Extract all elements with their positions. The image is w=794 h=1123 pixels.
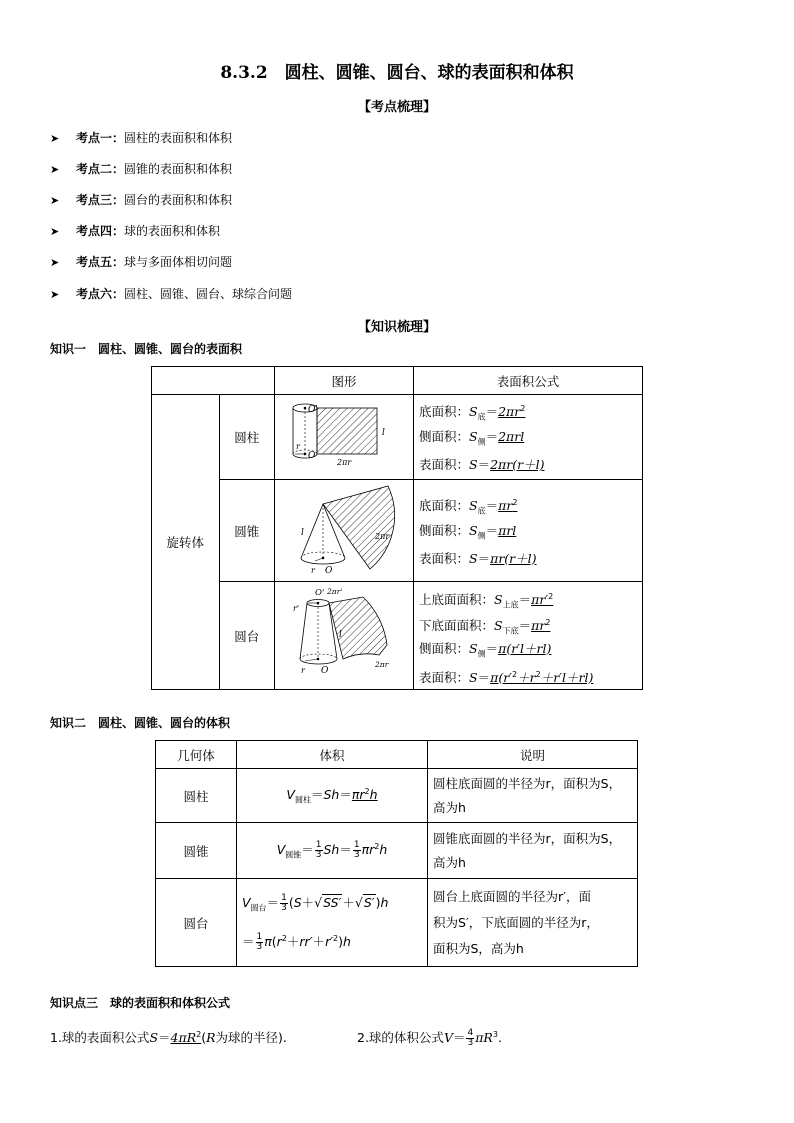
group-rotation-body: 旋转体	[152, 395, 220, 690]
cone-lateral-area: 侧面积：$S_侧=\pi rl$	[419, 522, 517, 540]
frustum-label-o: O	[321, 665, 329, 676]
cone-figure-cell	[275, 480, 414, 582]
kaodian-item	[50, 160, 232, 178]
arrow-bullet-icon: ➤	[50, 225, 60, 238]
frustum-bottom-area: 下底面面积：$S_{下底}=\pi r^2$	[419, 617, 551, 636]
frustum-net-figure	[275, 583, 413, 689]
knowledge-two-heading: 知识二 圆柱、圆锥、圆台的体积	[50, 716, 231, 730]
surface-area-table	[151, 366, 643, 690]
cone-total-area: 表面积：S＝πr(r＋l)	[419, 550, 537, 566]
cyl-label-r: r	[296, 442, 300, 451]
vol-cone-name: 圆锥	[156, 823, 237, 879]
cylinder-formulas	[414, 395, 643, 480]
arrow-bullet-icon: ➤	[50, 256, 60, 269]
arrow-bullet-icon: ➤	[50, 132, 60, 145]
cyl-label-otop: O'	[308, 405, 318, 415]
arrow-bullet-icon: ➤	[50, 288, 60, 301]
cylinder-figure-cell	[275, 395, 414, 480]
kaodian-item	[50, 285, 292, 303]
vol-header-desc: 说明	[428, 741, 638, 769]
vol-cylinder-desc: 圆柱底面圆的半径为r，面积为S， 高为h	[428, 769, 638, 823]
frustum-lateral-band	[329, 597, 387, 659]
cone-base-area: 底面积：$S_底=\pi r^2$	[419, 497, 518, 516]
cyl-label-arc: 2πr	[337, 458, 352, 467]
frustum-label-l: l	[339, 629, 342, 640]
vol-cone-formula: $V_{圆锥}=$ $\frac{1}{3}$ Sh＝ $\frac{1}{3}$ $\pi r^2h$	[237, 823, 428, 879]
kaodian-text: 圆柱、圆锥、圆台、球综合问题	[124, 287, 293, 301]
frustum-top-area: 上底面面积：$S_{上底}=\pi r'^2$	[419, 591, 554, 610]
cone-lateral-sector	[323, 486, 395, 569]
kaodian-label: 考点二：	[76, 162, 125, 176]
cylinder-name: 圆柱	[219, 395, 274, 480]
header-formula: 表面积公式	[414, 367, 643, 395]
cone-label-r: r	[311, 565, 315, 575]
header-blank	[152, 367, 275, 395]
arrow-bullet-icon: ➤	[50, 194, 60, 207]
page-title: 8.3.2 圆柱、圆锥、圆台、球的表面积和体积	[220, 63, 574, 83]
kaodian-text: 圆柱的表面积和体积	[124, 131, 233, 145]
frustum-label-otop: O'	[315, 587, 325, 598]
cone-name: 圆锥	[219, 480, 274, 582]
cyl-label-l: l	[382, 428, 385, 438]
arrow-bullet-icon: ➤	[50, 163, 60, 176]
vol-cylinder-name: 圆柱	[156, 769, 237, 823]
frustum-formulas	[414, 582, 643, 690]
cyl-label-obot: O	[308, 451, 316, 461]
volume-table	[155, 740, 638, 967]
kaodian-text: 球的表面积和体积	[124, 224, 221, 238]
frustum-name: 圆台	[219, 582, 274, 690]
sphere-surface-formula: 1.球的表面积公式$S=4\pi R^2(R$为球的半径).	[50, 1029, 287, 1045]
kaodian-item	[50, 129, 232, 147]
kaodian-text: 圆台的表面积和体积	[124, 193, 233, 207]
frustum-label-arc: 2πr	[375, 659, 389, 669]
cylinder-lateral-rect	[317, 408, 377, 454]
sphere-volume-formula: 2.球的体积公式V＝ $\frac{4}{3}$ $\pi R^3$.	[357, 1028, 502, 1048]
frustum-total-area: 表面积：$S=\pi(r'^2+r^2+r'l+rl)$	[419, 669, 594, 685]
vol-frustum-desc: 圆台上底面圆的半径为r′，面 积为S′，下底面圆的半径为r， 面积为S，高为h	[428, 879, 638, 967]
cone-formulas	[414, 480, 643, 582]
vol-cylinder-formula: $V_{圆柱}=Sh=\pi r^2h$	[237, 769, 428, 823]
kaodian-label: 考点五：	[76, 255, 125, 269]
knowledge-one-heading: 知识一 圆柱、圆锥、圆台的表面积	[50, 342, 243, 356]
vol-cone-desc: 圆锥底面圆的半径为r，面积为S， 高为h	[428, 823, 638, 879]
header-figure: 图形	[275, 367, 414, 395]
frustum-label-arctop: 2πr'	[327, 586, 343, 596]
zhishi-heading: 【知识梳理】	[357, 320, 436, 335]
knowledge-three-heading: 知识点三 球的表面积和体积公式	[50, 996, 231, 1010]
frustum-figure-cell	[275, 582, 414, 690]
kaodian-item	[50, 253, 232, 271]
frustum-lateral-area: 侧面积：$S_侧=\pi(r'l+rl)$	[419, 640, 552, 658]
kaodian-label: 考点一：	[76, 131, 125, 145]
vol-frustum-name: 圆台	[156, 879, 237, 967]
kaodian-label: 考点三：	[76, 193, 125, 207]
cylinder-base-area: 底面积：$S_底=2\pi r^2$	[419, 404, 526, 422]
vol-header-volume: 体积	[237, 741, 428, 769]
kaodian-label: 考点四：	[76, 224, 125, 238]
cone-label-l: l	[301, 527, 304, 538]
frustum-label-rtop: r'	[293, 603, 300, 613]
cone-label-arc: 2πr	[375, 531, 390, 541]
cone-net-figure	[275, 481, 413, 581]
cylinder-total-area: 表面积：S＝2πr(r＋l)	[419, 457, 545, 472]
kaodian-heading: 【考点梳理】	[357, 100, 436, 115]
frustum-label-r: r	[301, 665, 305, 675]
cylinder-net-figure	[275, 395, 413, 479]
cone-label-o: O	[325, 565, 333, 576]
kaodian-text: 球与多面体相切问题	[124, 255, 233, 269]
kaodian-item	[50, 222, 220, 240]
kaodian-label: 考点六：	[76, 287, 125, 301]
vol-frustum-formula: $V_{圆台}=$ $\frac{1}{3}$ (S＋√SS′＋√S′)h ＝ $\frac{1}{3}$ $\pi(r^2+rr'+r'^2)h$	[237, 879, 428, 967]
vol-header-solid: 几何体	[156, 741, 237, 769]
cylinder-lateral-area: 侧面积：$S_侧=2\pi rl$	[419, 429, 525, 447]
kaodian-item	[50, 191, 232, 209]
kaodian-text: 圆锥的表面积和体积	[124, 162, 233, 176]
